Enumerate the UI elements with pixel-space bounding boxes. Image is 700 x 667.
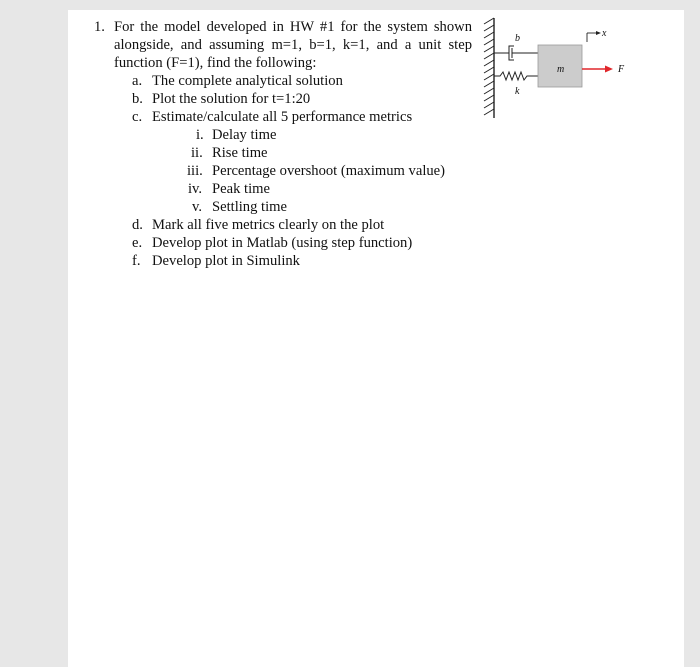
damper — [494, 46, 538, 60]
item-text-d: Mark all five metrics clearly on the plot — [152, 217, 385, 233]
problem-intro-line-3: function (F=1), find the following: — [114, 55, 317, 71]
item-marker-a: a. — [132, 73, 143, 89]
force-arrow — [582, 66, 613, 73]
problem-intro-line-1: For the model developed in HW #1 for the system shown — [114, 19, 472, 35]
metric-text-rise-time: Rise time — [212, 145, 268, 161]
metric-text-percentage-overshoot: Percentage overshoot (maximum value) — [212, 163, 446, 179]
item-marker-d: d. — [132, 217, 143, 233]
viewer-left-margin — [0, 10, 68, 667]
item-marker-e: e. — [132, 235, 143, 251]
metric-marker-iii: iii. — [187, 163, 203, 179]
force-label: F — [618, 64, 625, 75]
metric-marker-i: i. — [196, 127, 204, 143]
metric-marker-iv: iv. — [188, 181, 203, 197]
viewer-top-bar — [0, 0, 700, 10]
viewer-right-margin — [684, 10, 700, 667]
item-text-b: Plot the solution for t=1:20 — [152, 91, 311, 107]
metric-text-peak-time: Peak time — [212, 181, 270, 197]
problem-number: 1. — [94, 19, 105, 35]
damper-label: b — [515, 33, 520, 44]
metric-marker-v: v. — [192, 199, 202, 215]
wall — [484, 18, 494, 118]
item-text-e: Develop plot in Matlab (using step function) — [152, 235, 413, 251]
spring-label: k — [515, 86, 520, 97]
item-text-f: Develop plot in Simulink — [152, 253, 300, 269]
item-text-a: The complete analytical solution — [152, 73, 343, 89]
item-marker-c: c. — [132, 109, 143, 125]
item-text-c: Estimate/calculate all 5 performance metrics — [152, 109, 413, 125]
metric-marker-ii: ii. — [191, 145, 203, 161]
displacement-arrow — [587, 31, 601, 42]
metric-text-settling-time: Settling time — [212, 199, 287, 215]
mass-spring-damper-diagram — [482, 14, 642, 124]
problem-intro-line-2: alongside, and assuming m=1, b=1, k=1, and a unit step — [114, 37, 472, 53]
displacement-label: x — [602, 28, 607, 39]
spring — [494, 72, 538, 80]
item-marker-f: f. — [132, 253, 141, 269]
mass-label: m — [557, 64, 565, 75]
item-marker-b: b. — [132, 91, 143, 107]
metric-text-delay-time: Delay time — [212, 127, 277, 143]
